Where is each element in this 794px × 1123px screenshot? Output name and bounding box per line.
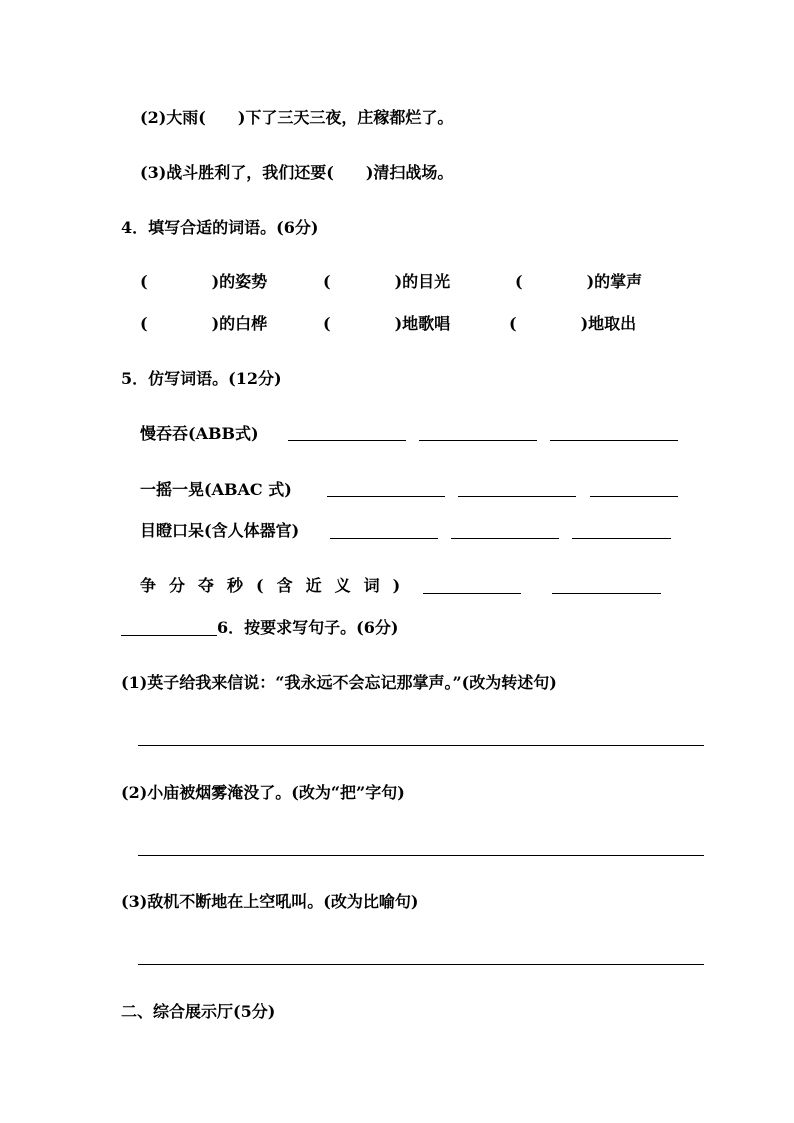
answer-blank[interactable] [552, 593, 661, 594]
q4-blank-4[interactable]: ( )的白桦 [140, 314, 268, 333]
answer-line[interactable] [138, 964, 704, 965]
q5-word-4: 争分夺秒(含近义词) [140, 576, 414, 595]
q3-item-3: (3)战斗胜利了，我们还要( )清扫战场。 [140, 163, 454, 182]
q4-blank-3[interactable]: ( )的掌声 [515, 272, 643, 291]
q6-item-1: (1)英子给我来信说：“我永远不会忘记那掌声。”(改为转述句) [121, 673, 557, 692]
section-2-title: 二、综合展示厅(5分) [121, 1002, 276, 1021]
q3-item-2: (2)大雨( )下了三天三夜，庄稼都烂了。 [140, 108, 454, 127]
answer-blank[interactable] [458, 496, 576, 497]
answer-blank[interactable] [423, 593, 521, 594]
q6-title: 6．按要求写句子。(6分) [217, 618, 399, 637]
q6-item-2: (2)小庙被烟雾淹没了。(改为“把”字句) [121, 783, 405, 802]
q4-blank-2[interactable]: ( )的目光 [323, 272, 451, 291]
q4-blank-1[interactable]: ( )的姿势 [140, 272, 268, 291]
q4-blank-5[interactable]: ( )地歌唱 [323, 314, 451, 333]
answer-blank[interactable] [330, 538, 438, 539]
answer-line[interactable] [138, 855, 704, 856]
answer-blank[interactable] [451, 538, 559, 539]
q4-title: 4．填写合适的词语。(6分) [121, 218, 319, 237]
q5-word-3: 目瞪口呆(含人体器官) [140, 521, 300, 540]
answer-line[interactable] [138, 745, 704, 746]
answer-blank[interactable] [419, 440, 537, 441]
q5-word-2: 一摇一晃(ABAC 式) [140, 480, 292, 499]
q5-title: 5．仿写词语。(12分) [121, 369, 282, 388]
answer-blank[interactable] [590, 496, 678, 497]
q5-word-1: 慢吞吞(ABB式) [140, 424, 259, 443]
answer-blank[interactable] [327, 496, 445, 497]
q4-blank-6[interactable]: ( )地取出 [509, 314, 637, 333]
q6-item-3: (3)敌机不断地在上空吼叫。(改为比喻句) [121, 892, 419, 911]
answer-blank[interactable] [121, 635, 217, 636]
answer-blank[interactable] [288, 440, 406, 441]
answer-blank[interactable] [572, 538, 671, 539]
answer-blank[interactable] [550, 440, 678, 441]
